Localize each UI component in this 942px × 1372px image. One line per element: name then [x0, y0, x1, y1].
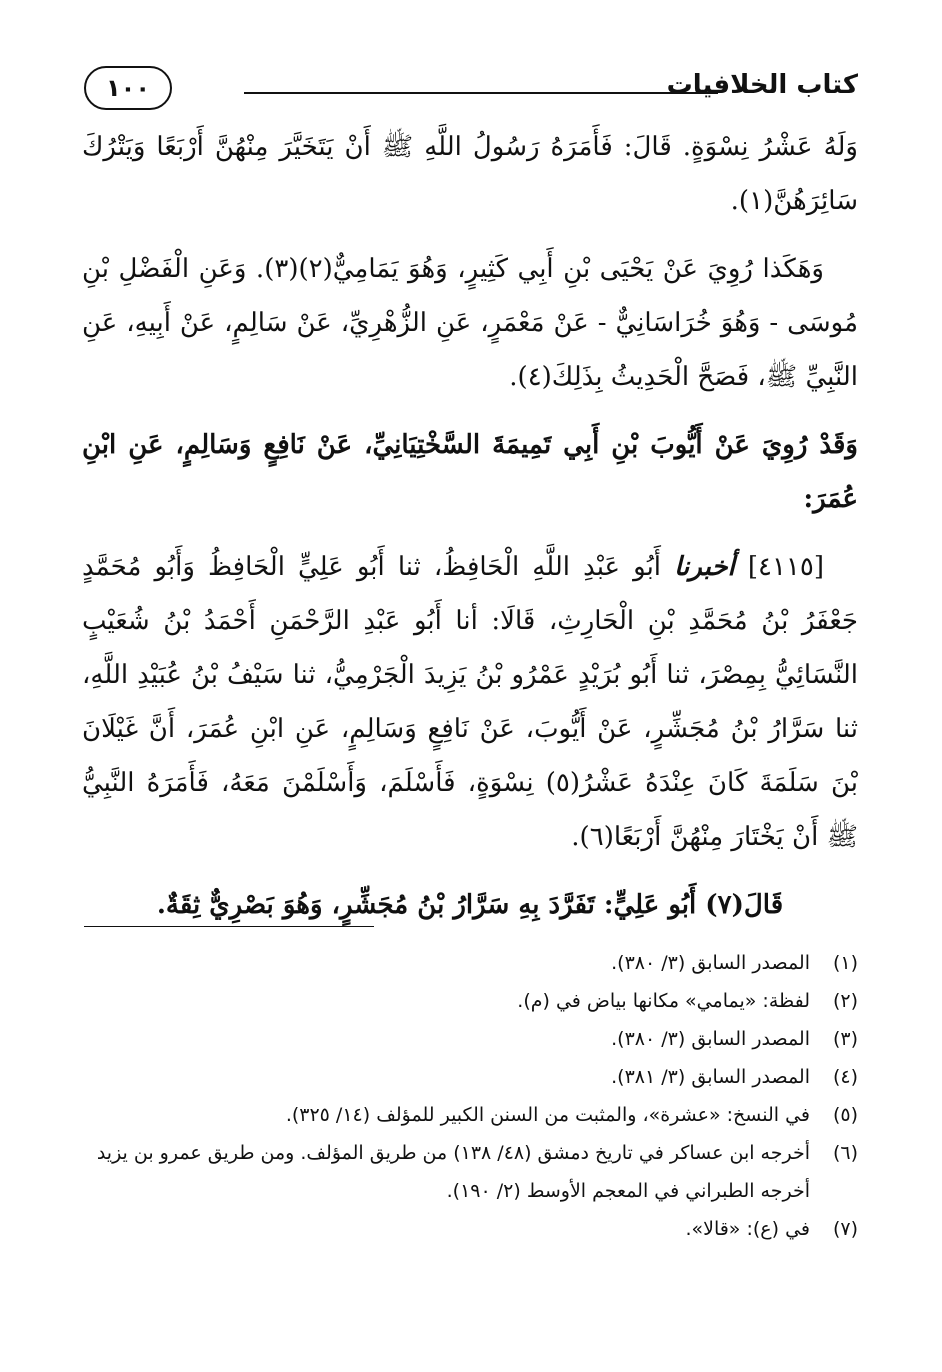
- page-number: ١٠٠: [84, 66, 172, 110]
- header-rule: [244, 92, 718, 94]
- footnote-text: المصدر السابق (٣/ ٣٨٠).: [611, 952, 810, 974]
- footnote-number: (٢): [832, 990, 858, 1012]
- hadith-text: أَبُو عَبْدِ اللَّهِ الْحَافِظُ، ثنا أَبُو عَلِيٍّ الْحَافِظُ وَأَبُو مُحَمَّدٍ جَعْفَرُ بْنُ مُحَمَّدِ بْنِ الْحَارِثِ، قَالَا: أنا أَبُو عَبْدِ الرَّحْمَنِ أَحْمَدُ بْنُ شُعَيْبٍ النَّسَائِيُّ بِمِصْرَ، ثنا أَبُو بُرَيْدٍ عَمْرُو بْنُ يَزِيدَ الْجَرْمِيُّ، ثنا سَيْفُ بْنُ عُبَيْدِ اللَّهِ، ثنا سَرَّارُ بْنُ مُجَشِّرٍ، عَنْ أَيُّوبَ، عَنْ نَافِعٍ وَسَالِمٍ، عَنِ ابْنِ عُمَرَ، أَنَّ غَيْلَانَ بْنَ سَلَمَةَ كَانَ عِنْدَهُ عَشْرُ(٥) نِسْوَةٍ، فَأَسْلَمَ، وَأَسْلَمْنَ مَعَهُ، فَأَمَرَهُ النَّبِيُّ ﷺ أَنْ يَخْتَارَ مِنْهُنَّ أَرْبَعًا(٦).: [82, 552, 858, 852]
- footnote-number: (٦): [832, 1142, 858, 1164]
- hadith-number: [٤١١٥]: [747, 552, 825, 582]
- paragraph-3: وَقَدْ رُوِيَ عَنْ أَيُّوبَ بْنِ أَبِي تَمِيمَةَ السَّخْتِيَانِيِّ، عَنْ نَافِعٍ وَسَالِمٍ، عَنِ ابْنِ عُمَرَ:: [82, 430, 858, 514]
- footnote-1: [84, 944, 858, 982]
- footnote-text: المصدر السابق (٣/ ٣٨٠).: [611, 1028, 810, 1050]
- footnote-5: [84, 1096, 858, 1134]
- footnote-2: [84, 982, 858, 1020]
- footnote-text: أخرجه ابن عساكر في تاريخ دمشق (٤٨/ ١٣٨) من طريق المؤلف. ومن طريق عمرو بن يزيد أخرجه الطبراني في المعجم الأوسط (٢/ ١٩٠).: [96, 1142, 810, 1202]
- footnote-text: لفظة: «يمامي» مكانها بياض في (م).: [517, 990, 810, 1012]
- footnote-4: [84, 1058, 858, 1096]
- footnote-3: [84, 1020, 858, 1058]
- paragraph-4: [82, 540, 858, 864]
- footnote-number: (٤): [832, 1066, 858, 1088]
- footnote-number: (٣): [832, 1028, 858, 1050]
- footnote-number: (١): [832, 952, 858, 974]
- footnote-number: (٥): [832, 1104, 858, 1126]
- footnote-text: في النسخ: «عشرة»، والمثبت من السنن الكبير للمؤلف (١٤/ ٣٢٥).: [285, 1104, 810, 1126]
- paragraph-1: وَلَهُ عَشْرُ نِسْوَةٍ. قَالَ: فَأَمَرَهُ رَسُولُ اللَّهِ ﷺ أَنْ يَتَخَيَّرَ مِنْهُنَّ أَرْبَعًا وَيَتْرُكَ سَائِرَهُنَّ(١).: [82, 132, 858, 216]
- paragraph-2: وَهَكَذا رُوِيَ عَنْ يَحْيَى بْنِ أَبِي كَثِيرٍ، وَهُوَ يَمَامِيٌّ(٢)(٣). وَعَنِ الْفَضْلِ بْنِ مُوسَى - وَهُوَ خُرَاسَانِيٌّ - عَنْ مَعْمَرٍ، عَنِ الزُّهْرِيِّ، عَنْ سَالِمٍ، عَنْ أَبِيهِ، عَنِ النَّبِيِّ ﷺ، فَصَحَّ الْحَدِيثُ بِذَلِكَ(٤).: [82, 254, 859, 392]
- footnote-text: في (ع): «قالا».: [685, 1218, 810, 1240]
- footnote-6: [84, 1134, 858, 1210]
- footnote-number: (٧): [832, 1218, 858, 1240]
- hadith-label: أخبرنا: [674, 552, 735, 582]
- footnote-7: [84, 1210, 858, 1248]
- running-title: كتاب الخلافيات: [666, 70, 858, 100]
- footnote-text: المصدر السابق (٣/ ٣٨١).: [611, 1066, 810, 1088]
- paragraph-5: قَالَ(٧) أَبُو عَلِيٍّ: تَفَرَّدَ بِهِ سَرَّارُ بْنُ مُجَشِّرٍ، وَهُوَ بَصْرِيٌّ ثِقَةٌ.: [156, 890, 784, 920]
- footnotes: [84, 944, 858, 1248]
- main-text: [82, 120, 858, 946]
- page-header: [84, 64, 858, 114]
- footnote-rule: [84, 926, 374, 927]
